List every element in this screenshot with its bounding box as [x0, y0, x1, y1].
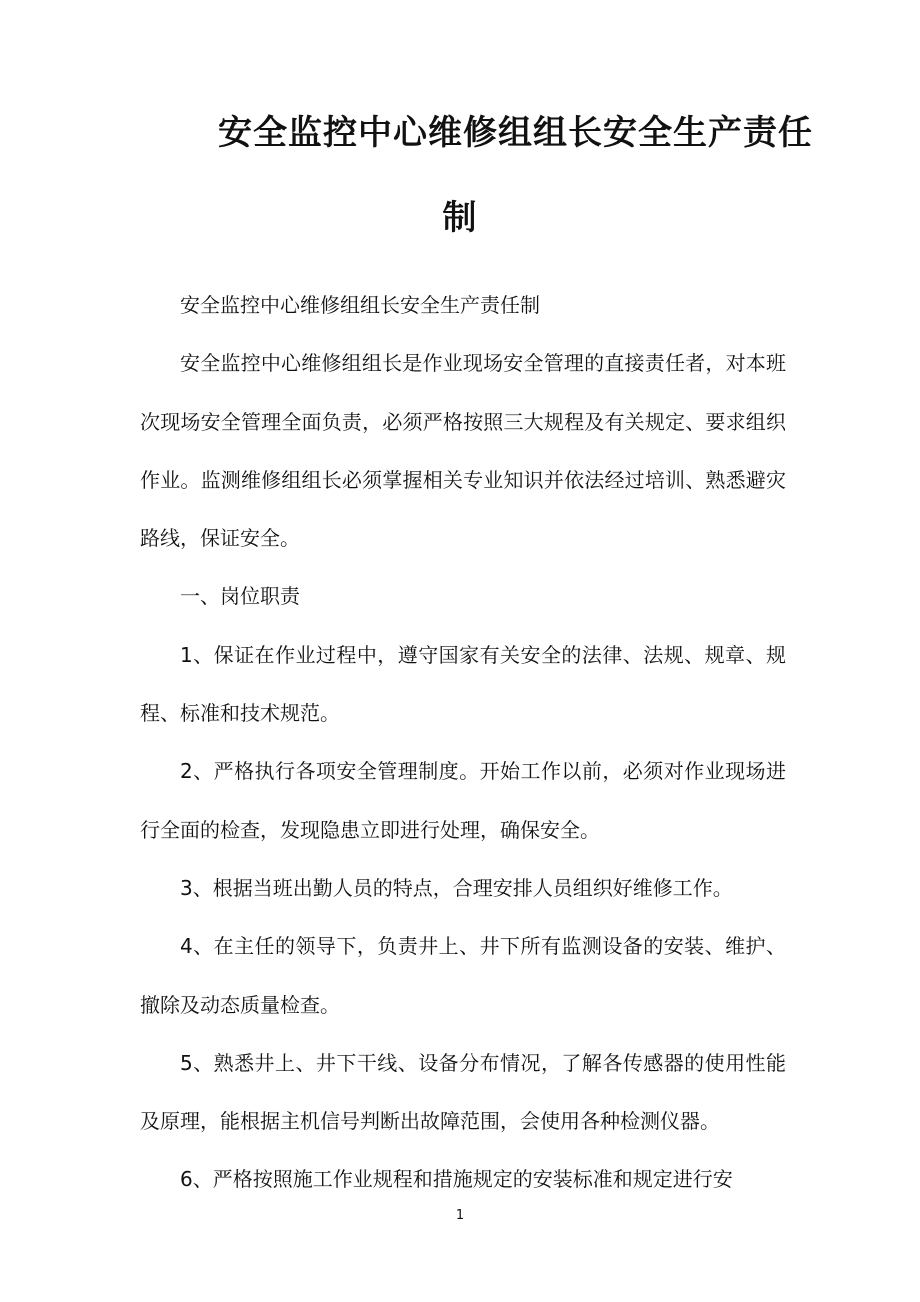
- document-title-line-1: 安全监控中心维修组组长安全生产责任: [218, 113, 813, 153]
- duty-item-1: 1、保证在作业过程中，遵守国家有关安全的法律、法规、规章、规程、标准和技术规范。: [140, 642, 786, 726]
- page-number: 1: [455, 1208, 465, 1223]
- duty-item-6: 6、严格按照施工作业规程和措施规定的安装标准和规定进行安: [180, 1167, 733, 1192]
- duty-item-3: 3、根据当班出勤人员的特点，合理安排人员组织好维修工作。: [180, 875, 733, 900]
- document-body: [140, 276, 786, 1209]
- duty-item-4: 4、在主任的领导下，负责井上、井下所有监测设备的安装、维护、撤除及动态质量检查。: [140, 934, 786, 1017]
- duty-item-5: 5、熟悉井上、井下干线、设备分布情况，了解各传感器的使用性能及原理，能根据主机信号判断出故障范围，会使用各种检测仪器。: [140, 1050, 786, 1134]
- duty-item-2: 2、严格执行各项安全管理制度。开始工作以前，必须对作业现场进行全面的检查，发现隐患立即进行处理，确保安全。: [140, 759, 786, 842]
- document-title-line-2: 制: [442, 198, 478, 238]
- paragraph-intro: 安全监控中心维修组组长是作业现场安全管理的直接责任者，对本班次现场安全管理全面负责，必须严格按照三大规程及有关规定、要求组织作业。监测维修组组长必须掌握相关专业知识并依法经过培训、熟悉避灾路线，保证安全。: [140, 351, 786, 551]
- paragraph-heading: 安全监控中心维修组组长安全生产责任制: [180, 293, 540, 317]
- section-heading-duties: 一、岗位职责: [180, 584, 300, 609]
